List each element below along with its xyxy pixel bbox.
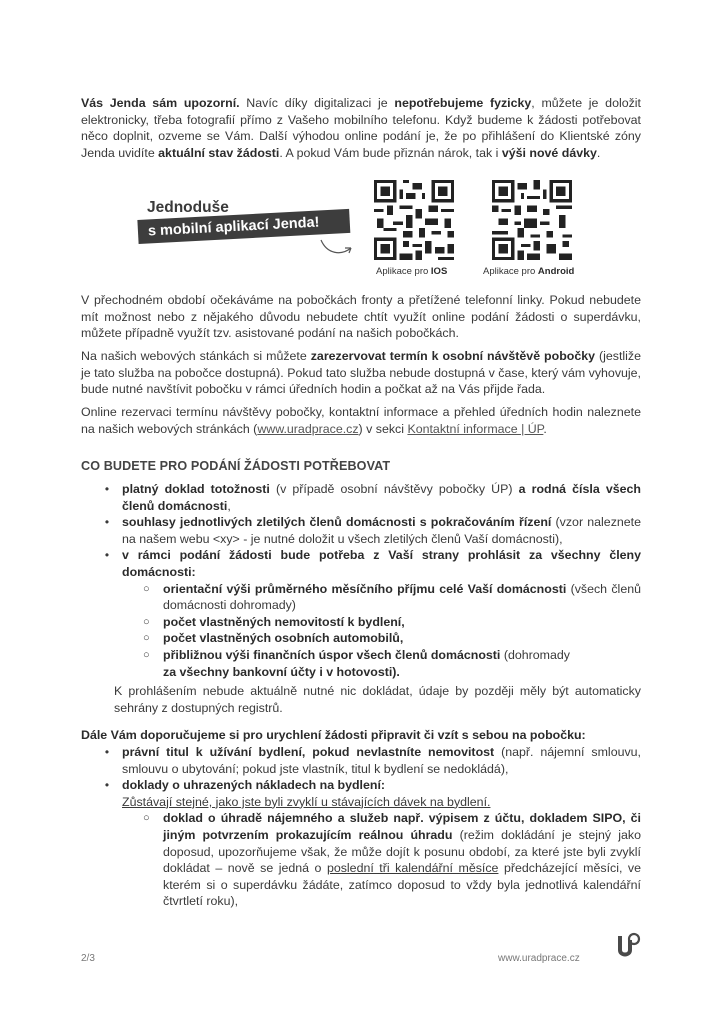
jenda-app-banner xyxy=(81,178,641,280)
list-item: • platný doklad totožnosti (v případě osobní návštěvy pobočky ÚP) a rodná čísla všech členů domácnosti, xyxy=(81,481,641,514)
bullet-icon: • xyxy=(104,745,110,759)
reservation-paragraph: Na našich webových stánkách si můžete zarezervovat termín k osobní návštěvě pobočky (jestliže je tato služba na pobočce dostupná). Pokud tato služba nebude dostupná v čase, který vám vyhovuje, bude nutné navštívit pobočku v rámci úředních hodin a počkat až na Vás přijde řada. xyxy=(81,349,641,397)
sub-list-item: ○ orientační výši průměrného měsíčního příjmu celé Vaší domácnosti (všech členů domácnosti dohromady) xyxy=(143,581,641,613)
sub-list-item: ○ počet vlastněných nemovitostí k bydlení, xyxy=(143,614,405,629)
transition-paragraph: V přechodném období očekáváme na pobočkách fronty a přetížené telefonní linky. Pokud nebudete mít možnost nebo z nějakého důvodu nebudete chtít využít online podání žádosti o superdávku, můžete případně využít tzv. asistované podání na našich pobočkách. xyxy=(81,293,641,341)
circle-bullet-icon: ○ xyxy=(143,812,150,825)
intro-paragraph: Vás Jenda sám upozorní. Navíc díky digitalizaci je nepotřebujeme fyzicky, můžete je doložit elektronicky, třeba fotografií přímo z Vašeho mobilního telefonu. Když budeme k žádosti potřebovat něco doplnit, ozveme se Vám. Další výhodou online podání je, že po přihlášení do Klientské zóny Jenda uvidíte aktuální stav žádosti. A pokud Vám bude přiznán nárok, tak i výši nové dávky. xyxy=(81,96,641,160)
recommended-documents-list xyxy=(81,744,641,910)
curved-arrow-icon xyxy=(317,236,357,258)
sub-list-item: ○ přibližnou výši finančních úspor všech členů domácnosti (dohromady za všechny bankovní účty i v hotovosti). xyxy=(143,647,570,679)
online-reservation-paragraph: Online rezervaci termínu návštěvy pobočky, kontaktní informace a přehled úředních hodin naleznete na našich webových stránkách (www.uradprace.cz) v sekci Kontaktní informace | ÚP. xyxy=(81,405,641,436)
banner-title: Jednoduše xyxy=(147,199,229,216)
up-logo-icon xyxy=(614,930,642,960)
section-heading-requirements: CO BUDETE PRO PODÁNÍ ŽÁDOSTI POTŘEBOVAT xyxy=(81,459,391,473)
requirements-list xyxy=(81,481,641,680)
ios-qr-code-icon[interactable] xyxy=(374,180,454,260)
contact-info-link[interactable]: Kontaktní informace | ÚP xyxy=(407,421,544,436)
bullet-icon: • xyxy=(104,482,110,496)
list-item: • doklady o uhrazených nákladech na bydlení: Zůstávají stejné, jako jste byli zvyklí u stávajících dávek na bydlení. xyxy=(81,777,641,810)
bullet-icon: • xyxy=(104,548,110,563)
bullet-icon: • xyxy=(104,515,110,530)
ios-app-label: Aplikace pro IOS xyxy=(376,266,448,277)
list-item: • právní titul k užívání bydlení, pokud nevlastníte nemovitost (např. nájemní smlouvu, smlouvu o ubytování; pokud jste vlastník, titul k bydlení se nedokládá), xyxy=(81,744,641,777)
declaration-note: K prohlášením nebude aktuálně nutné nic dokládat, údaje by později měly být automaticky sehrány z dostupných registrů. xyxy=(114,684,641,715)
circle-bullet-icon: ○ xyxy=(143,648,150,661)
bullet-icon: • xyxy=(104,778,110,793)
android-qr-code-icon[interactable] xyxy=(492,180,572,260)
sub-list-item: ○ počet vlastněných osobních automobilů, xyxy=(143,631,404,646)
website-link[interactable]: www.uradprace.cz xyxy=(257,421,359,436)
footer-website: www.uradprace.cz xyxy=(498,953,580,964)
page-number: 2/3 xyxy=(81,953,95,964)
banner-strip: s mobilní aplikací Jenda! xyxy=(137,209,350,244)
recommendation-heading: Dále Vám doporučujeme si pro urychlení žádosti připravit či vzít s sebou na pobočku: xyxy=(81,728,586,742)
list-item: • souhlasy jednotlivých zletilých členů domácnosti s pokračováním řízení (vzor naleznete na našem webu <xy> - je nutné doložit u všech zletilých členů Vaší domácnosti), xyxy=(81,514,641,547)
circle-bullet-icon: ○ xyxy=(143,582,150,595)
android-app-label: Aplikace pro Android xyxy=(483,266,575,277)
list-item: • v rámci podání žádosti bude potřeba z Vaší strany prohlásit za všechny členy domácnosti: xyxy=(81,547,641,580)
circle-bullet-icon: ○ xyxy=(143,632,150,645)
circle-bullet-icon: ○ xyxy=(143,615,150,628)
sub-list-item: ○ doklad o úhradě nájemného a služeb např. výpisem z účtu, dokladem SIPO, či jiným potvrzením prokazujícím reálnou úhradu (režim dokládání je stejný jako doposud, upozorňujeme však, že může dojít k posunu období, za které jste byli zvyklí dokládat – nově se jedná o poslední tři kalendářní měsíce předcházející měsíci, ve kterém si o superdávku žádáte, zatímco doposud to vždy byla jednotlivá kalendářní čtvrtletí roku), xyxy=(143,811,641,909)
